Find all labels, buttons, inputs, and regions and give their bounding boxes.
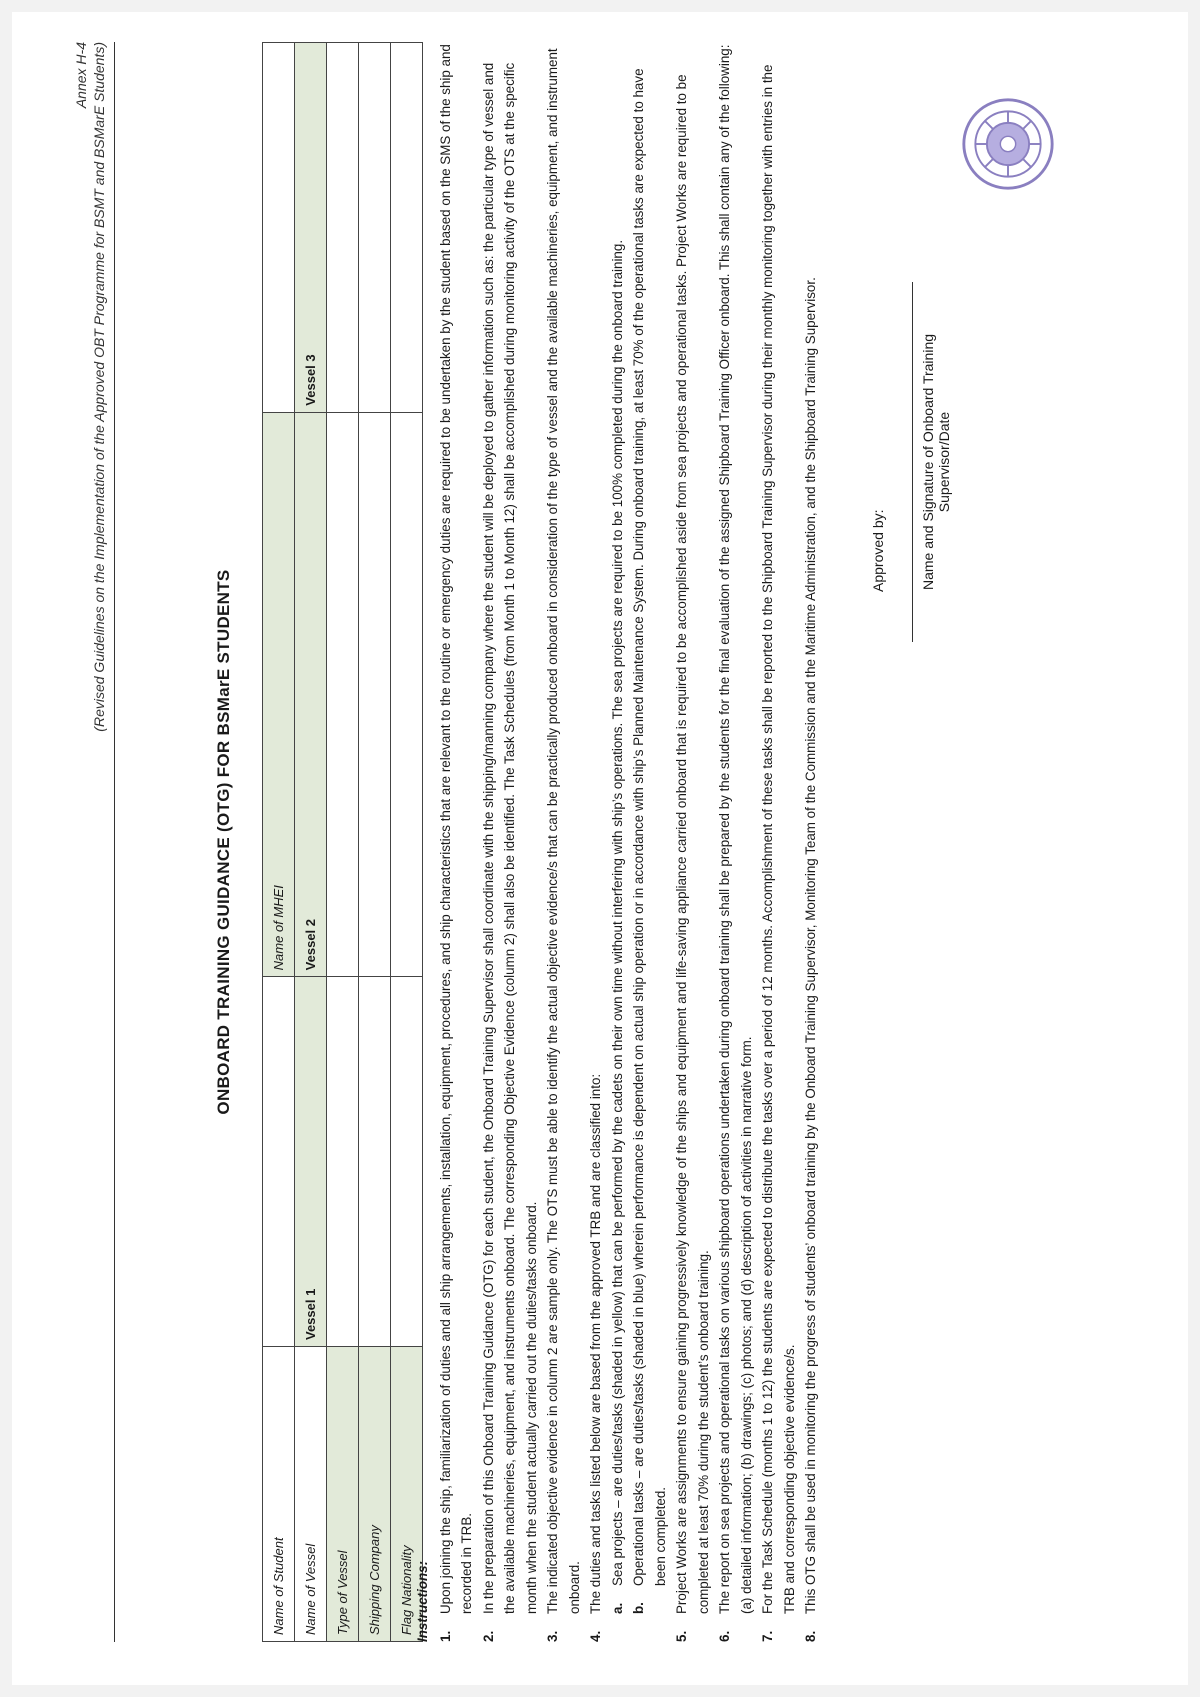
label-shipping-company: Shipping Company bbox=[359, 1347, 391, 1642]
label-name-of-student: Name of Student bbox=[263, 1347, 295, 1642]
type-of-vessel-1-field[interactable] bbox=[327, 977, 359, 1347]
list-item bbox=[542, 42, 585, 1642]
student-info-table bbox=[262, 42, 423, 1642]
label-type-of-vessel: Type of Vessel bbox=[327, 1347, 359, 1642]
table-row bbox=[295, 43, 327, 1642]
page-header bbox=[72, 42, 108, 732]
shipping-company-1-field[interactable] bbox=[359, 977, 391, 1347]
signature-label: Name and Signature of Onboard Training Supervisor/Date bbox=[920, 333, 952, 591]
item-number: 4. bbox=[588, 1630, 603, 1642]
list-item bbox=[478, 42, 543, 1642]
item-number: 7. bbox=[760, 1630, 775, 1642]
item-text: Upon joining the ship, familiarization of duties and all ship arrangements, installation, equipment, procedures, and ship characteristics that are relevant to the routine or emergency duties are required to be undertaken by the student based on the SMS of the ship and recorded in TRB. bbox=[437, 44, 474, 1614]
item-text: Project Works are assignments to ensure gaining progressively knowledge of the ships and equipment and life-saving appliance carried onboard that is required to be accomplished aside from sea projects and operational tasks. Project Works are required to be completed at least 70% during the student’s onboard training. bbox=[674, 74, 711, 1614]
official-seal-icon bbox=[960, 96, 1056, 192]
list-item bbox=[435, 42, 478, 1642]
list-item bbox=[714, 42, 757, 1642]
item-text: The duties and tasks listed below are based from the approved TRB and are classified into: bbox=[588, 1073, 603, 1614]
document-page bbox=[12, 12, 1188, 1685]
sub-item-text: Sea projects – are duties/tasks (shaded in yellow) that can be performed by the cadets on their own time without interfering with ship’s operations. The sea projects are required to be 100% completed during the onboard training. bbox=[609, 239, 625, 1586]
table-row bbox=[263, 43, 295, 1642]
instructions-section bbox=[412, 42, 822, 1642]
label-flag-nationality: Flag Nationality bbox=[391, 1347, 423, 1642]
item-number: 6. bbox=[717, 1630, 732, 1642]
item-text: For the Task Schedule (months 1 to 12) the students are expected to distribute the tasks over a period of 12 months. Accomplishment of these tasks shall be reported to the Shipboard Training Supervisor during their monthly monitoring together with entries in the TRB and corresponding objective evidence/s. bbox=[760, 64, 797, 1614]
vessel-3-header: Vessel 3 bbox=[295, 43, 327, 413]
table-row bbox=[359, 43, 391, 1642]
list-item bbox=[671, 42, 714, 1642]
instructions-heading: Instructions: bbox=[415, 1560, 430, 1642]
approved-by-label: Approved by: bbox=[870, 509, 886, 592]
item-number: 5. bbox=[674, 1630, 689, 1642]
list-item bbox=[585, 42, 607, 1642]
vessel-2-header: Vessel 2 bbox=[295, 412, 327, 977]
sub-item-letter: b. bbox=[631, 1602, 646, 1614]
list-item bbox=[757, 42, 800, 1642]
item-number: 2. bbox=[480, 1630, 496, 1642]
page-title: ONBOARD TRAINING GUIDANCE (OTG) FOR BSMarE STUDENTS bbox=[214, 569, 233, 1115]
sub-item-text: Operational tasks – are duties/tasks (shaded in blue) wherein performance is dependent on actual ship operation or in accordance with ship’s Planned Maintenance System. During onboard training, at least 70% of the operational tasks are expected to have been completed. bbox=[631, 68, 668, 1586]
item-text: The indicated objective evidence in column 2 are sample only. The OTS must be able to identify the actual objective evidence/s that can be practically produced onboard in consideration of the type of vessel and the available machineries, equipment, and instrument onboard. bbox=[545, 48, 582, 1614]
annex-label: Annex H-4 bbox=[73, 42, 89, 109]
item-number: 8. bbox=[803, 1630, 818, 1642]
label-name-of-mhei: Name of MHEI bbox=[263, 412, 295, 977]
item-text: In the preparation of this Onboard Training Guidance (OTG) for each student, the Onboard Training Supervisor shall coordinate with the shipping/manning company where the student will be deployed to gather information such as: the particular type of vessel and the available machineries, equipment, and instruments onboard. The corresponding Objective Evidence (column 2) shall also be identified. The Task Schedules (from Month 1 to Month 12) shall be accomplished during monitoring activity of the OTS at the specific month when the student actually carried out the duties/tasks onboard. bbox=[480, 62, 539, 1614]
type-of-vessel-2-field[interactable] bbox=[327, 412, 359, 977]
name-of-mhei-field[interactable] bbox=[263, 43, 295, 413]
item-number: 3. bbox=[545, 1630, 560, 1642]
item-text: The report on sea projects and operational tasks on various shipboard operations undertaken during onboard training shall be prepared by the students for the final evaluation of the assigned Shipboard Training Officer onboard. This shall contain any of the following: (a) detailed information; (b) drawings; (c) photos; and (d) description of activities in narrative form. bbox=[717, 44, 754, 1614]
sub-list-item bbox=[607, 42, 629, 1642]
signature-line bbox=[912, 282, 913, 642]
vessel-1-header: Vessel 1 bbox=[295, 977, 327, 1347]
shipping-company-2-field[interactable] bbox=[359, 412, 391, 977]
type-of-vessel-3-field[interactable] bbox=[327, 43, 359, 413]
list-item bbox=[800, 42, 822, 1642]
name-of-student-field[interactable] bbox=[263, 977, 295, 1347]
header-divider bbox=[114, 42, 115, 1642]
sub-item-letter: a. bbox=[609, 1602, 625, 1614]
sub-list-item bbox=[628, 42, 671, 1642]
item-number: 1. bbox=[437, 1630, 453, 1642]
rotated-content bbox=[52, 42, 1132, 1642]
header-subtitle: (Revised Guidelines on the Implementation of the Approved OBT Programme for BSMT and BSMarE Students) bbox=[91, 42, 107, 732]
item-text: This OTG shall be used in monitoring the progress of students’ onboard training by the Onboard Training Supervisor, Monitoring Team of the Commission and the Maritime Administration, and the Shipboard Training Supervisor. bbox=[803, 277, 818, 1614]
label-name-of-vessel: Name of Vessel bbox=[295, 1347, 327, 1642]
shipping-company-3-field[interactable] bbox=[359, 43, 391, 413]
table-row bbox=[327, 43, 359, 1642]
